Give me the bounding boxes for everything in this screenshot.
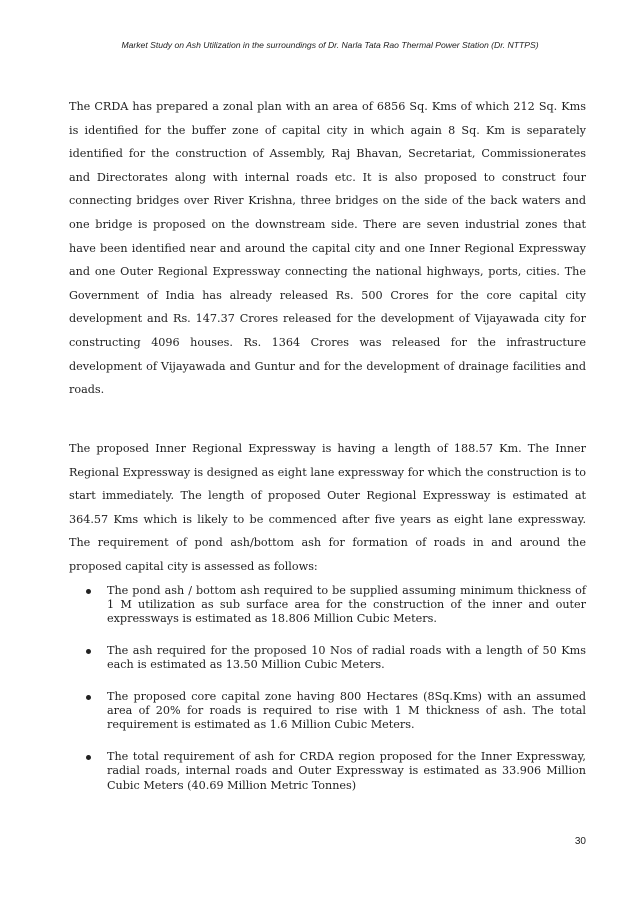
bullet-icon xyxy=(86,695,91,700)
bullet-icon xyxy=(86,755,91,760)
page-number: 30 xyxy=(574,836,586,847)
bullet-icon xyxy=(86,589,91,594)
list-item xyxy=(69,584,586,627)
list-item-text: The ash required for the proposed 10 Nos of radial roads with a length of 50 Kms each is estimated as 13.50 Million Cubic Meters. xyxy=(107,644,586,672)
running-header: Market Study on Ash Utilization in the surroundings of Dr. Narla Tata Rao Thermal Power Station (Dr. NTTPS) xyxy=(121,40,539,50)
paragraph-expressway-requirements: The proposed Inner Regional Expressway is having a length of 188.57 Km. The Inner Regional Expressway is designed as eight lane expressway for which the construction is to start immediately. The length of proposed Outer Regional Expressway is estimated at 364.57 Kms which is likely to be commenced after five years as eight lane expressway. The requirement of pond ash/bottom ash for formation of roads in and around the proposed capital city is assessed as follows: xyxy=(69,442,586,573)
bullet-icon xyxy=(86,649,91,654)
ash-requirement-list xyxy=(69,584,586,810)
paragraph-crda-zonal-plan: The CRDA has prepared a zonal plan with an area of 6856 Sq. Kms of which 212 Sq. Kms is identified for the buffer zone of capital city in which again 8 Sq. Km is separately identified for the construction of Assembly, Raj Bhavan, Secretariat, Commissionerates and Directorates along with internal roads etc. It is also proposed to construct four connecting bridges over River Krishna, three bridges on the side of the back waters and one bridge is proposed on the downstream side. There are seven industrial zones that have been identified near and around the capital city and one Inner Regional Expressway and one Outer Regional Expressway connecting the national highways, ports, cities. The Government of India has already released Rs. 500 Crores for the core capital city development and Rs. 147.37 Crores released for the development of Vijayawada city for constructing 4096 houses. Rs. 1364 Crores was released for the infrastructure development of Vijayawada and Guntur and for the development of drainage facilities and roads. xyxy=(69,100,586,397)
list-item xyxy=(69,690,586,733)
list-item xyxy=(69,750,586,793)
list-item-text: The total requirement of ash for CRDA region proposed for the Inner Expressway, radial roads, internal roads and Outer Expressway is estimated as 33.906 Million Cubic Meters (40.69 Million Metric Tonnes) xyxy=(107,750,586,792)
list-item-text: The pond ash / bottom ash required to be supplied assuming minimum thickness of 1 M utilization as sub surface area for the construction of the inner and outer expressways is estimated as 18.806 Million Cubic Meters. xyxy=(107,584,586,626)
list-item-text: The proposed core capital zone having 800 Hectares (8Sq.Kms) with an assumed area of 20% for roads is required to rise with 1 M thickness of ash. The total requirement is estimated as 1.6 Million Cubic Meters. xyxy=(107,690,586,732)
list-item xyxy=(69,644,586,672)
